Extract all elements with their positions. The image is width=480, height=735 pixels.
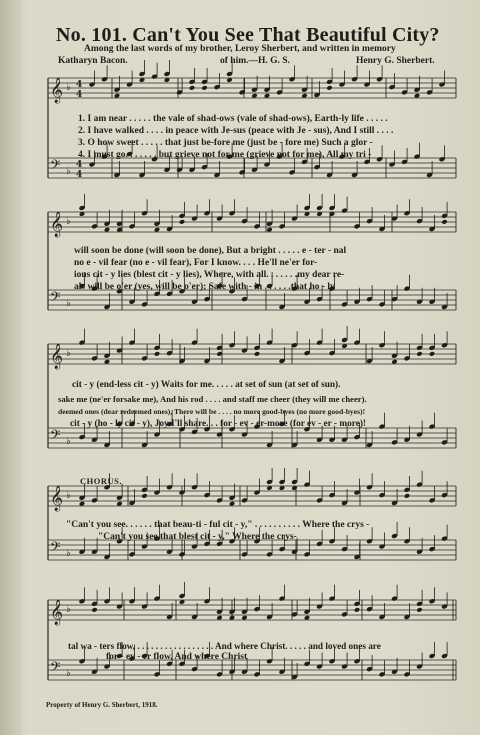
note-head-alto	[404, 493, 410, 499]
flat-key-signature-icon: ♭	[66, 348, 71, 359]
note-head-alto	[141, 493, 147, 499]
verse-3-line-1: 3. O how sweet . . . . . that just be-fore me (just be - fore me) Such a glor -	[78, 138, 373, 148]
verse-2-line-2: no e - vil fear (no e - vil fear), For I know. . . . He'll ne'er for-	[74, 258, 318, 268]
time-signature-bottom: 4	[76, 90, 83, 100]
chorus-line-2-bass: for - ev - er flow, And where Christ	[106, 652, 248, 662]
time-signature-bottom: 4	[76, 170, 83, 180]
note-head-alto	[91, 607, 97, 613]
verse-2-line-1: 2. I have walked . . . . in peace with Je-sus (peace with Je - sus), And I still . . . .	[78, 126, 394, 136]
flat-key-signature-icon: ♭	[66, 668, 71, 679]
flat-key-signature-icon: ♭	[66, 166, 71, 177]
verse-3-line-2: ious cit - y lies (blest cit - y lies), Where, with all. . . . . . .my dear re-	[74, 270, 345, 280]
bass-clef-icon: 𝄢	[50, 289, 61, 308]
bass-clef-icon: 𝄢	[50, 539, 61, 558]
chorus-label: CHORUS.	[80, 476, 122, 486]
note-head-alto	[416, 607, 422, 613]
verse-1-line-3: cit - y (end-less cit - y) Waits for me. . . . . at set of sun (at set of sun).	[72, 380, 341, 390]
time-signature-top: 4	[76, 160, 83, 170]
copyright-footer: Property of Henry G. Sherbert, 1918.	[46, 701, 158, 709]
flat-key-signature-icon: ♭	[66, 548, 71, 559]
verse-1-line-2: will soon be done (will soon be done), But a bright . . . . . e - ter - nal	[74, 246, 347, 256]
lyricist-credit: Katharyn Bacon.	[58, 56, 128, 66]
note-head-alto	[429, 351, 435, 357]
verse-1-line-1: 1. I am near . . . . . the vale of shad-ows (vale of shad-ows), Earth-ly life . . . . .	[78, 114, 388, 124]
flat-key-signature-icon: ♭	[66, 82, 71, 93]
dedication-continuation: of him.—H. G. S.	[220, 56, 290, 66]
flat-key-signature-icon: ♭	[66, 490, 71, 501]
composer-credit: Henry G. Sherbert.	[356, 56, 435, 66]
hymn-title: No. 101. Can't You See That Beautiful City?	[56, 24, 440, 46]
bass-clef-icon: 𝄢	[50, 157, 61, 176]
chorus-line-2: tal wa - ters flow, . . . . . . . . . . . . . . . . . And where Christ. . . . . and loved ones are	[68, 641, 381, 651]
treble-clef-icon: 𝄞	[50, 212, 64, 237]
treble-clef-icon: 𝄞	[50, 600, 64, 625]
bass-clef-icon: 𝄢	[50, 427, 61, 446]
verse-4-line-3: cit - y (ho - ly cit - y), Joy I'll share. . . for - ev - er-more (for ev - er - more)!	[70, 419, 367, 429]
hymn-dedication: Among the last words of my brother, Leroy Sherbert, and written in memory	[84, 44, 396, 54]
flat-key-signature-icon: ♭	[66, 436, 71, 447]
note-head-alto	[441, 219, 447, 225]
flat-key-signature-icon: ♭	[66, 298, 71, 309]
verse-4-line-1: 4. I must go. . . . . . . but grieve not for me (grieve not for me), All my tri -	[78, 150, 372, 160]
bass-clef-icon: 𝄢	[50, 659, 61, 678]
note-head-alto	[189, 85, 195, 91]
verse-4-line-2: als will be o'er (yes, will be o'er); Safe with - in . . . . . .that ho - ly	[74, 282, 335, 292]
treble-clef-icon: 𝄞	[50, 344, 64, 369]
chorus-line-1: "Can't you see. . . . . . that beau-ti - ful cit - y," . . . . . . . . . . Where the crys -	[66, 520, 370, 530]
note-head-alto	[201, 85, 207, 91]
note-head-alto	[179, 219, 185, 225]
treble-clef-icon: 𝄞	[50, 78, 64, 103]
chorus-line-1-bass: "Can't you see that blest cit - y," Where the crys-	[98, 532, 297, 542]
note-head-alto	[254, 351, 260, 357]
verse-2-line-3: sake me (ne'er forsake me), And his rod . . . . and staff me cheer (they will me cheer).	[58, 394, 367, 404]
flat-key-signature-icon: ♭	[66, 216, 71, 227]
note-head-alto	[354, 607, 360, 613]
note-head-alto	[326, 85, 332, 91]
verse-3-line-3: deemed ones (dear redeemed ones), There will be . . . . no more good-byes (no more good-byes)!	[58, 407, 366, 416]
note-head-alto	[416, 351, 422, 357]
note-head-alto	[154, 351, 160, 357]
treble-clef-icon: 𝄞	[50, 486, 64, 511]
time-signature-top: 4	[76, 80, 83, 90]
flat-key-signature-icon: ♭	[66, 604, 71, 615]
